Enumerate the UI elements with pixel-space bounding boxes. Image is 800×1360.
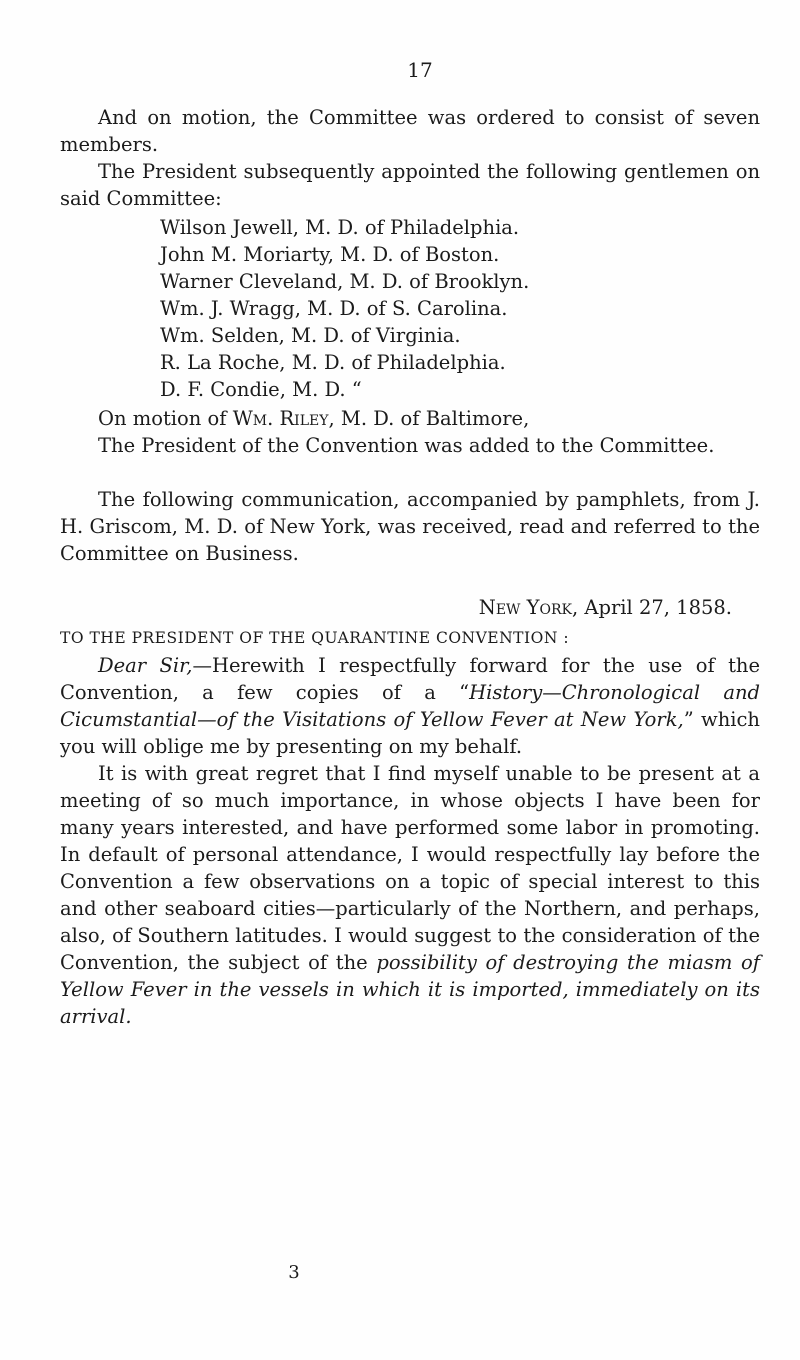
motion-name: Wm. Riley [232,407,329,430]
paragraph-president-added: The President of the Convention was added to the Committee. [98,434,715,457]
letter-date: , April 27, 1858. [572,596,732,619]
list-item: John M. Moriarty, M. D. of Boston. [160,243,500,266]
letter-text: It is with great regret that I find myself unable to be present at a meeting of so much importance, in whose objects I have been for many years interested, and have performed some labor in promoting. In default of personal attendance, I would respectfully lay before the Convention a few observations on a topic of special interest to this and other seaboard cities—particularly of the Northern, and perhaps, also, of Southern latitudes. I would suggest to the consideration of the Convention, the subject of the [60,762,760,974]
letter-address: TO THE PRESIDENT OF THE QUARANTINE CONVENTION : [60,629,570,647]
motion-suffix: , M. D. of Baltimore, [328,407,530,430]
letter-paragraph-1 [60,652,760,760]
paragraph-motion [60,405,760,432]
letter-dateline [60,594,760,621]
signature-mark: 3 [288,1262,300,1283]
paragraph-communication: The following communication, accompanied by pamphlets, from J. H. Griscom, M. D. of New York, was received, read and referred to the Committee on Business. [60,488,760,565]
list-item: Wm. Selden, M. D. of Virginia. [160,324,461,347]
committee-member-list [160,214,760,403]
list-item: Warner Cleveland, M. D. of Brooklyn. [160,270,530,293]
list-item: D. F. Condie, M. D. “ [160,378,362,401]
letter-paragraph-2 [60,760,760,1030]
spacer [60,567,760,594]
letter-place: New York [478,596,572,619]
list-item: Wm. J. Wragg, M. D. of S. Carolina. [160,297,508,320]
page-body [60,104,760,1030]
spacer [60,459,760,486]
list-item: Wilson Jewell, M. D. of Philadelphia. [160,216,520,239]
letter-text: ” which you will oblige me by presenting on my behalf. [60,708,760,758]
list-item: R. La Roche, M. D. of Philadelphia. [160,351,506,374]
motion-prefix: On motion of [98,407,233,430]
paragraph-committee-size: And on motion, the Committee was ordered to consist of seven members. [60,106,760,156]
letter-salutation: Dear Sir, [98,654,193,677]
paragraph-appointment: The President subsequently appointed the following gentlemen on said Committee: [60,160,760,210]
pamphlet-title: History—Chronological and Cicumstantial—of the Visitations of Yellow Fever at New York, [60,681,760,731]
letter-text: —Herewith I respectfully forward for the use of the Convention, a few copies of a “ [60,654,761,704]
page-number: 17 [407,58,433,82]
emphasized-proposal: possibility of destroying the miasm of Yellow Fever in the vessels in which it is imported, immediately on its arrival. [60,951,760,1028]
